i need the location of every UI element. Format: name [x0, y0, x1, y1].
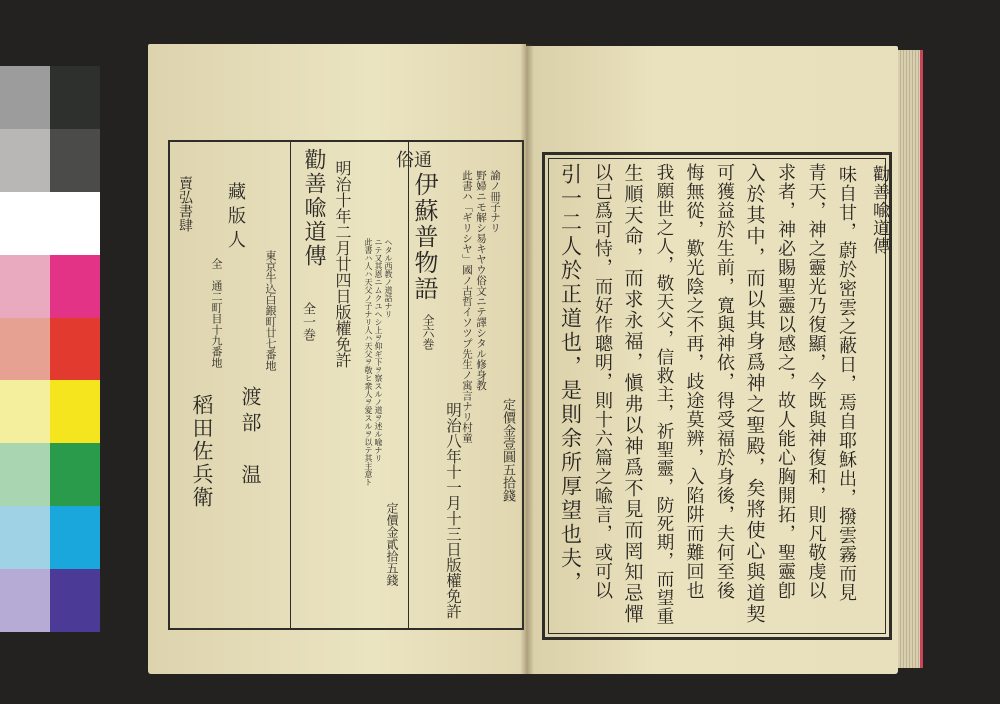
right-page: [526, 46, 898, 674]
colophon-divider: [408, 142, 409, 628]
open-book: [140, 40, 920, 676]
publisher-address: 東京牛込白銀町廿七番地: [264, 250, 277, 371]
book1-note: 諭ノ冊子ナリ: [489, 170, 501, 233]
book2-date: 明治十年二月廿四日版權免許: [333, 160, 352, 368]
book2-note: ニテ又其恩ニムクユヘシ上ヲ仰ギ下ヲ察スルノ道ヲ述ル喩ナリ: [374, 238, 383, 462]
text-column: 引一二人於正道也，是則余所厚望也夫，: [558, 163, 583, 595]
book-gutter: [520, 44, 534, 674]
book1-date: 明治八年十一月十三日版權免許: [444, 402, 462, 619]
book1-price: 定價金壹圓五拾錢: [500, 398, 515, 502]
color-swatch: [50, 380, 100, 443]
color-swatch: [0, 443, 50, 506]
seller-address: 全 通二町目十九番地: [210, 258, 223, 368]
book1-note: 此書ハ「ギリシヤ」國ノ古哲イソツプ先生ノ寓言ナリ村童: [461, 170, 473, 443]
color-swatch: [50, 255, 100, 318]
text-column: 求者，神必賜聖靈以感之，故人能心胸開拓，聖靈卽: [775, 163, 796, 600]
color-swatch: [0, 129, 50, 192]
color-swatch: [0, 506, 50, 569]
color-swatch: [0, 255, 50, 318]
color-swatch: [0, 380, 50, 443]
text-column: 悔無從，歎光陰之不再，歧途莫辨，入陷阱而難回也: [683, 163, 705, 600]
book1-note: 野婦ニモ解シ易キヤウ俗文ニテ譯シタル修身教: [475, 170, 487, 391]
color-swatch: [0, 569, 50, 632]
book1-title: 伊蘇普物語: [410, 172, 438, 302]
color-swatch: [50, 192, 100, 255]
book1-volumes: 全六巻: [421, 314, 435, 350]
publisher-name: 渡部 温: [238, 386, 262, 490]
text-column: 以已爲可恃，而好作聰明，則十六篇之喩言，或可以: [592, 163, 613, 600]
color-swatch: [50, 66, 100, 129]
book2-title: 勸善喩道傳: [301, 148, 326, 268]
text-column: 生順天命，而求永福，愼弗以神爲不見而罔知忌憚: [621, 163, 644, 625]
book2-note: 此書ハ人ハ天父ノ子ナリ人ハ天父ヲ敬ヒ衆人ヲ愛スルヲ以テ其主意ト: [364, 238, 373, 486]
color-swatch: [0, 318, 50, 381]
color-swatch: [50, 506, 100, 569]
book2-volumes: 全一巻: [300, 302, 315, 341]
book2-note: ヘタル西教ノ道話ナリ: [384, 238, 393, 318]
book2-price: 定價金貳拾五錢: [385, 502, 399, 586]
color-swatch: [0, 66, 50, 129]
publisher-label: 藏版人: [225, 182, 246, 254]
seller-label: 賣弘書肆: [177, 176, 193, 232]
color-swatch: [50, 443, 100, 506]
text-column: 味自甘，蔚於密雲之蔽日，焉自耶穌出，撥雲霧而見: [836, 165, 857, 602]
color-calibration-strip: [0, 66, 100, 632]
colophon-divider: [290, 142, 291, 628]
color-swatch: [50, 569, 100, 632]
color-swatch: [0, 192, 50, 255]
colophon-frame: [168, 140, 524, 630]
text-column: 可獲益於生前，寬與神依，得受福於身後，夫何至後: [714, 163, 735, 600]
running-header: 勸善喩道傳: [869, 165, 889, 255]
color-swatch: [50, 129, 100, 192]
text-frame: [542, 152, 892, 640]
text-column: 入於其中，而以其身爲神之聖殿，矣將使心與道契: [743, 163, 766, 625]
left-page: [148, 44, 526, 674]
seller-name: 稻田佐兵衛: [190, 394, 214, 509]
title-prefix-zoku: 俗: [393, 150, 414, 168]
page-edges: [898, 50, 923, 668]
color-swatch: [50, 318, 100, 381]
text-column: 青天，神之靈光乃復顯，今既與神復和，則凡敬虔以: [805, 163, 827, 600]
text-column: 我願世之人，敬天父，信救主，祈聖靈，防死期，而望重: [654, 163, 674, 626]
title-prefix-tsu: 通: [411, 150, 432, 168]
